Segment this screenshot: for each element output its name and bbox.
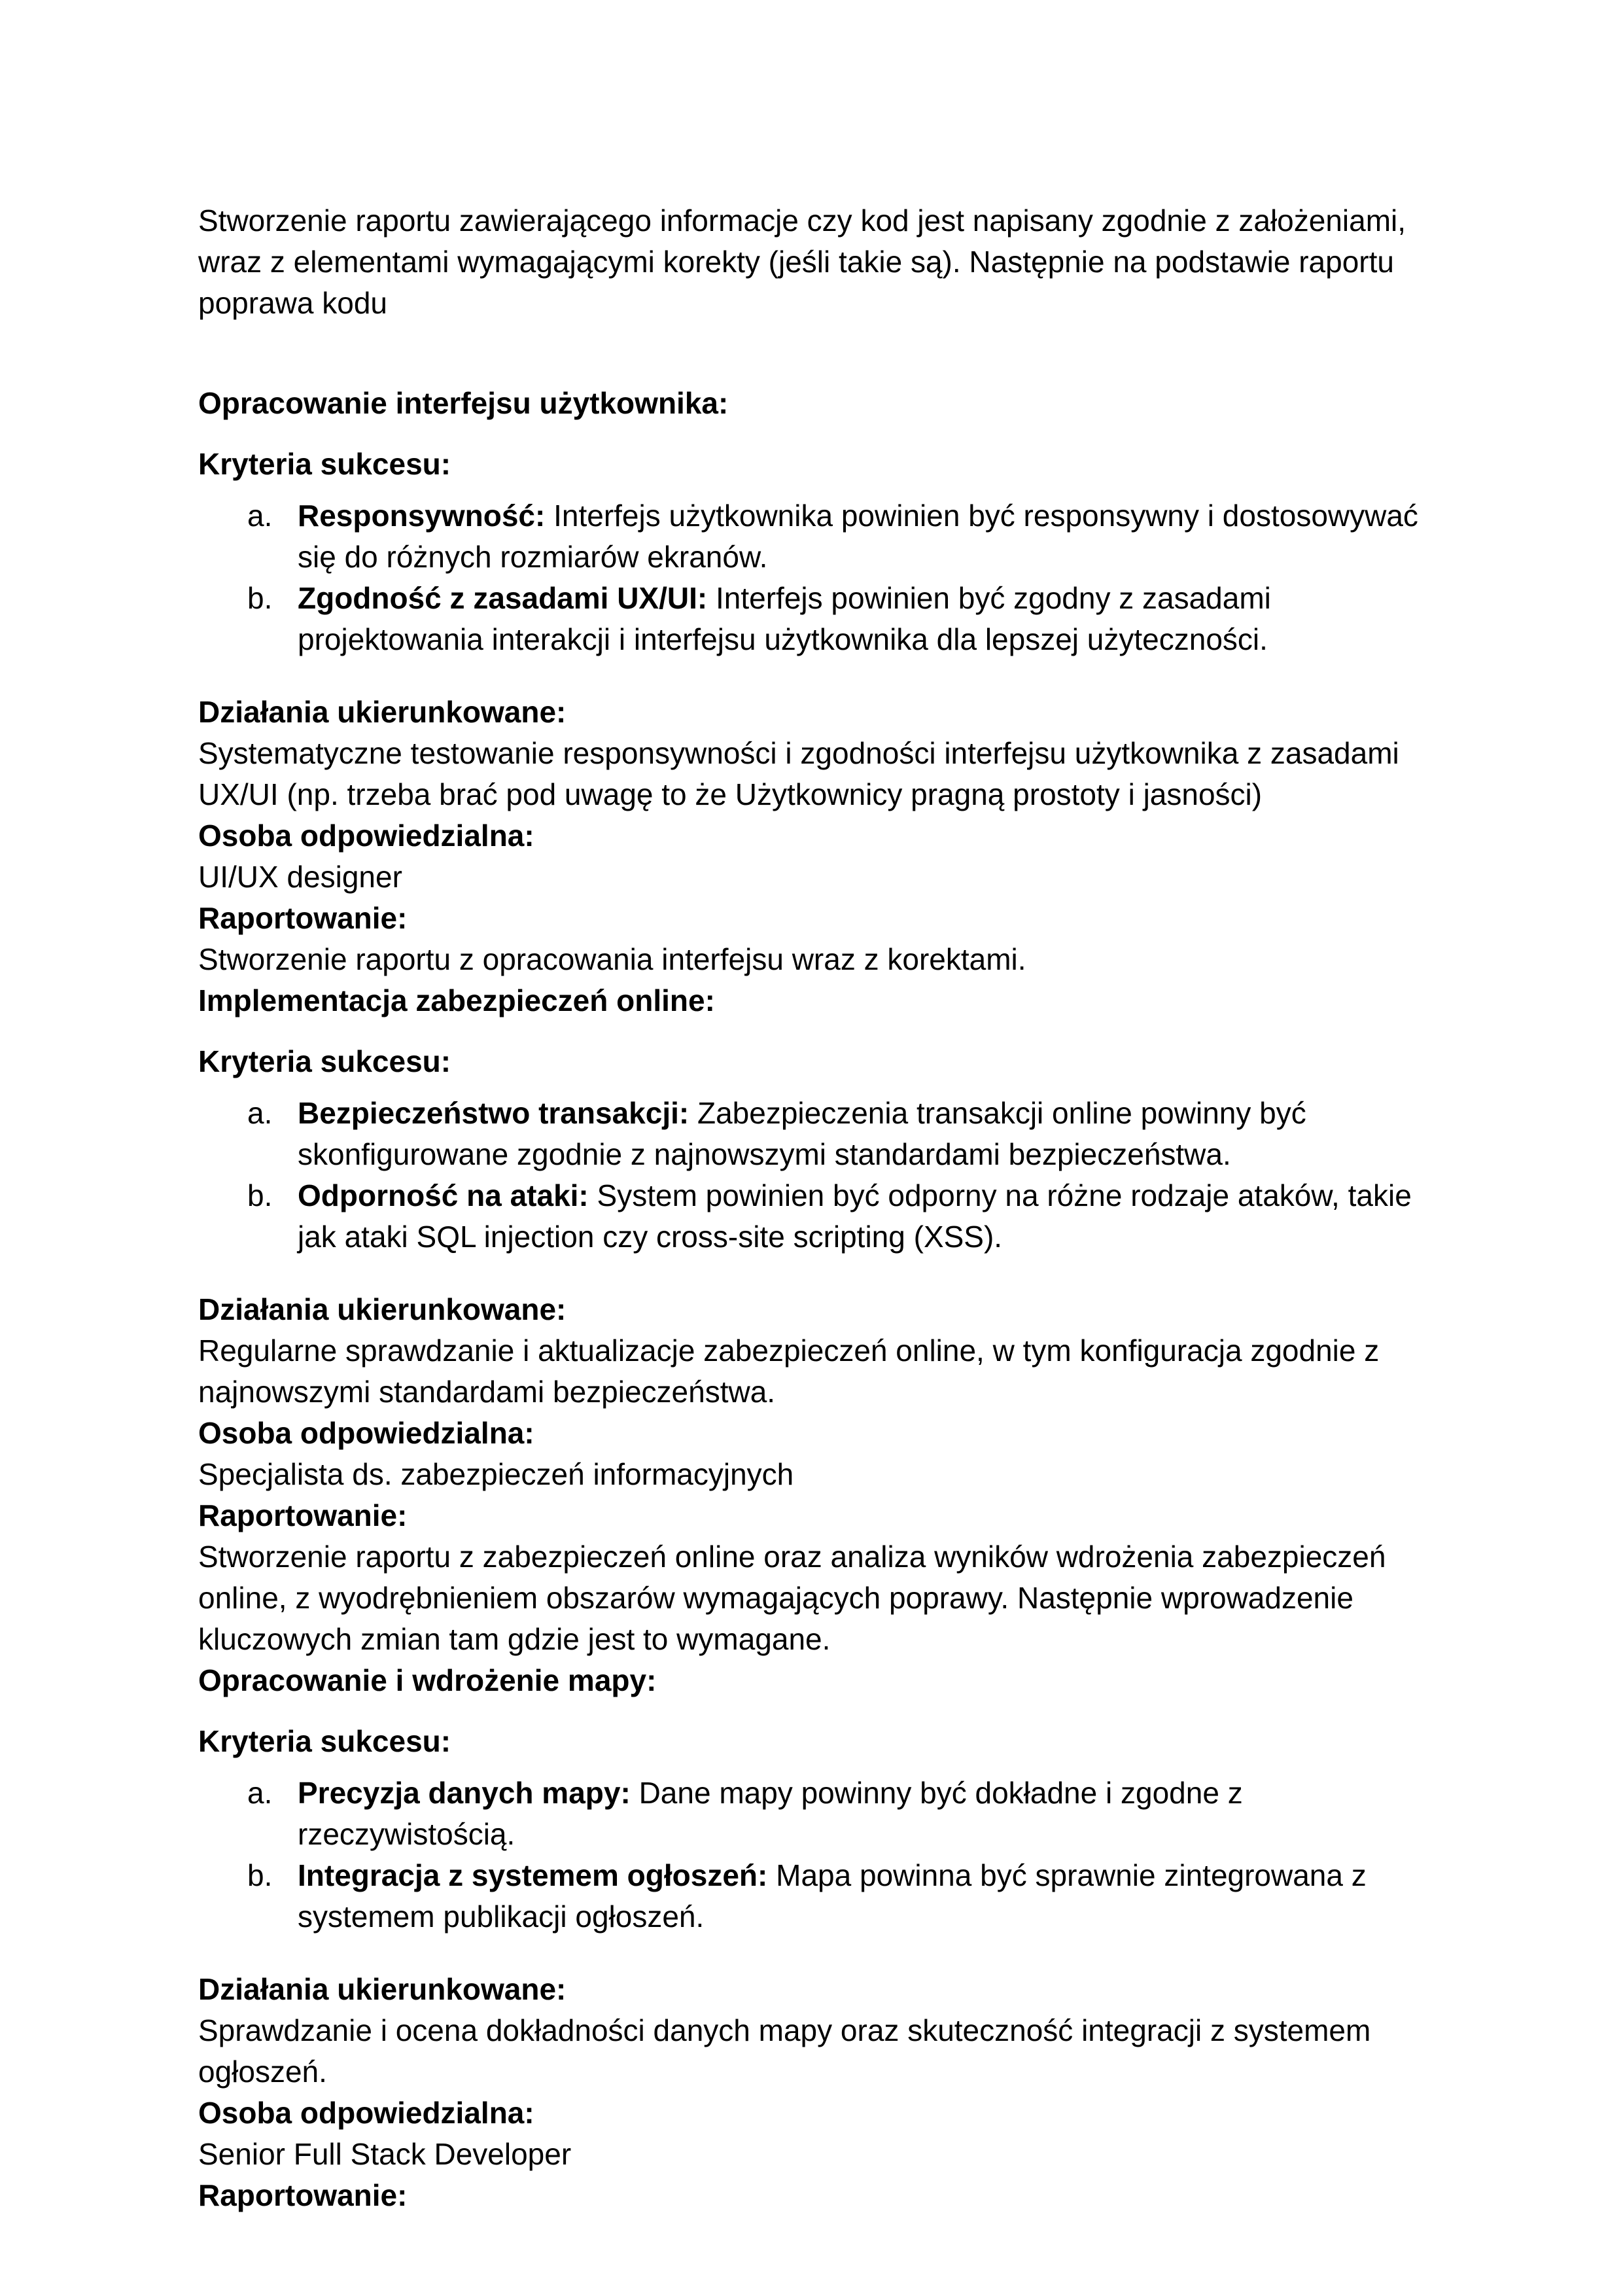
text-run: UI/UX designer xyxy=(198,860,402,894)
bold-text-run: Kryteria sukcesu: xyxy=(198,1724,451,1758)
criteria-heading xyxy=(198,1721,1427,1762)
text-run: Zabezpieczenia transakcji online powinny być skonfigurowane zgodnie z najnowszymi standardami bezpieczeństwa. xyxy=(298,1096,1306,1171)
bold-text-run: Kryteria sukcesu: xyxy=(198,1044,451,1078)
text-run: Interfejs użytkownika powinien być responsywny i dostosowywać się do różnych rozmiarów ekranów. xyxy=(298,499,1418,574)
list-marker: a. xyxy=(247,499,273,533)
body-line xyxy=(198,1454,1427,1495)
list-item xyxy=(247,1093,1427,1175)
bold-text-run: Osoba odpowiedzialna: xyxy=(198,2096,534,2130)
list-marker: a. xyxy=(247,1776,273,1810)
section-heading xyxy=(198,980,1427,1021)
bold-text-run: Zgodność z zasadami UX/UI: xyxy=(298,581,708,615)
body-line xyxy=(198,2010,1427,2093)
bold-text-run: Responsywność: xyxy=(298,499,546,533)
body-line xyxy=(198,1536,1427,1660)
list-item xyxy=(247,495,1427,578)
bold-text-run: Działania ukierunkowane: xyxy=(198,1972,567,2006)
bold-text-run: Działania ukierunkowane: xyxy=(198,695,567,729)
bold-text-run: Integracja z systemem ogłoszeń: xyxy=(298,1858,768,1892)
label-line xyxy=(198,1495,1427,1536)
body-line xyxy=(198,857,1427,898)
text-run: Interfejs powinien być zgodny z zasadami projektowania interakcji i interfejsu użytkownika dla lepszej użyteczności. xyxy=(298,581,1271,656)
criteria-list xyxy=(198,495,1427,660)
body-line xyxy=(198,2134,1427,2175)
bold-text-run: Raportowanie: xyxy=(198,901,408,935)
bold-text-run: Opracowanie i wdrożenie mapy: xyxy=(198,1663,657,1697)
bold-text-run: Raportowanie: xyxy=(198,2178,408,2212)
list-item xyxy=(247,1773,1427,1855)
text-run: Specjalista ds. zabezpieczeń informacyjnych xyxy=(198,1457,794,1491)
label-line xyxy=(198,2175,1427,2216)
bold-text-run: Działania ukierunkowane: xyxy=(198,1292,567,1326)
bold-text-run: Precyzja danych mapy: xyxy=(298,1776,631,1810)
bold-text-run: Opracowanie interfejsu użytkownika: xyxy=(198,386,729,420)
label-line xyxy=(198,1289,1427,1330)
bold-text-run: Osoba odpowiedzialna: xyxy=(198,1416,534,1450)
bold-text-run: Odporność na ataki: xyxy=(298,1178,589,1212)
list-marker: b. xyxy=(247,1858,273,1892)
bold-text-run: Raportowanie: xyxy=(198,1498,408,1532)
intro-paragraph xyxy=(198,200,1427,324)
text-run: Dane mapy powinny być dokładne i zgodne z rzeczywistością. xyxy=(298,1776,1243,1851)
label-line xyxy=(198,692,1427,733)
bold-text-run: Osoba odpowiedzialna: xyxy=(198,819,534,853)
label-line xyxy=(198,815,1427,857)
text-run: Senior Full Stack Developer xyxy=(198,2137,572,2171)
criteria-heading xyxy=(198,444,1427,485)
section-heading xyxy=(198,1660,1427,1701)
label-line xyxy=(198,1413,1427,1454)
text-run: Sprawdzanie i ocena dokładności danych mapy oraz skuteczność integracji z systemem ogłoszeń. xyxy=(198,2013,1371,2089)
body-line xyxy=(198,1330,1427,1413)
body-line xyxy=(198,939,1427,980)
body-line xyxy=(198,733,1427,815)
text-run: Regularne sprawdzanie i aktualizacje zabezpieczeń online, w tym konfiguracja zgodnie z najnowszymi standardami bezpieczeństwa. xyxy=(198,1333,1380,1409)
bold-text-run: Bezpieczeństwo transakcji: xyxy=(298,1096,689,1130)
label-line xyxy=(198,2093,1427,2134)
bold-text-run: Kryteria sukcesu: xyxy=(198,447,451,481)
list-marker: a. xyxy=(247,1096,273,1130)
criteria-list xyxy=(198,1773,1427,1937)
text-run: Systematyczne testowanie responsywności i zgodności interfejsu użytkownika z zasadami UX/UI (np. trzeba brać pod uwagę to że Użytkownicy pragną prostoty i jasności) xyxy=(198,736,1399,811)
text-run: Stworzenie raportu z opracowania interfejsu wraz z korektami. xyxy=(198,942,1026,976)
label-line xyxy=(198,1969,1427,2010)
list-item xyxy=(247,578,1427,660)
text-run: System powinien być odporny na różne rodzaje ataków, takie jak ataki SQL injection czy cross-site scripting (XSS). xyxy=(298,1178,1412,1254)
text-run: Mapa powinna być sprawnie zintegrowana z systemem publikacji ogłoszeń. xyxy=(298,1858,1367,1934)
bold-text-run: Implementacja zabezpieczeń online: xyxy=(198,983,715,1017)
label-line xyxy=(198,898,1427,939)
list-marker: b. xyxy=(247,1178,273,1212)
list-item xyxy=(247,1855,1427,1937)
text-run: Stworzenie raportu zawierającego informacje czy kod jest napisany zgodnie z założeniami, wraz z elementami wymagającymi korekty (jeśli takie są). Następnie na podstawie raportu poprawa kodu xyxy=(198,203,1406,320)
list-marker: b. xyxy=(247,581,273,615)
criteria-list xyxy=(198,1093,1427,1258)
section-heading xyxy=(198,383,1427,424)
text-run: Stworzenie raportu z zabezpieczeń online oraz analiza wyników wdrożenia zabezpieczeń online, z wyodrębnieniem obszarów wymagających poprawy. Następnie wprowadzenie kluczowych zmian tam gdzie jest to wymagane. xyxy=(198,1540,1386,1656)
list-item xyxy=(247,1175,1427,1258)
criteria-heading xyxy=(198,1041,1427,1082)
